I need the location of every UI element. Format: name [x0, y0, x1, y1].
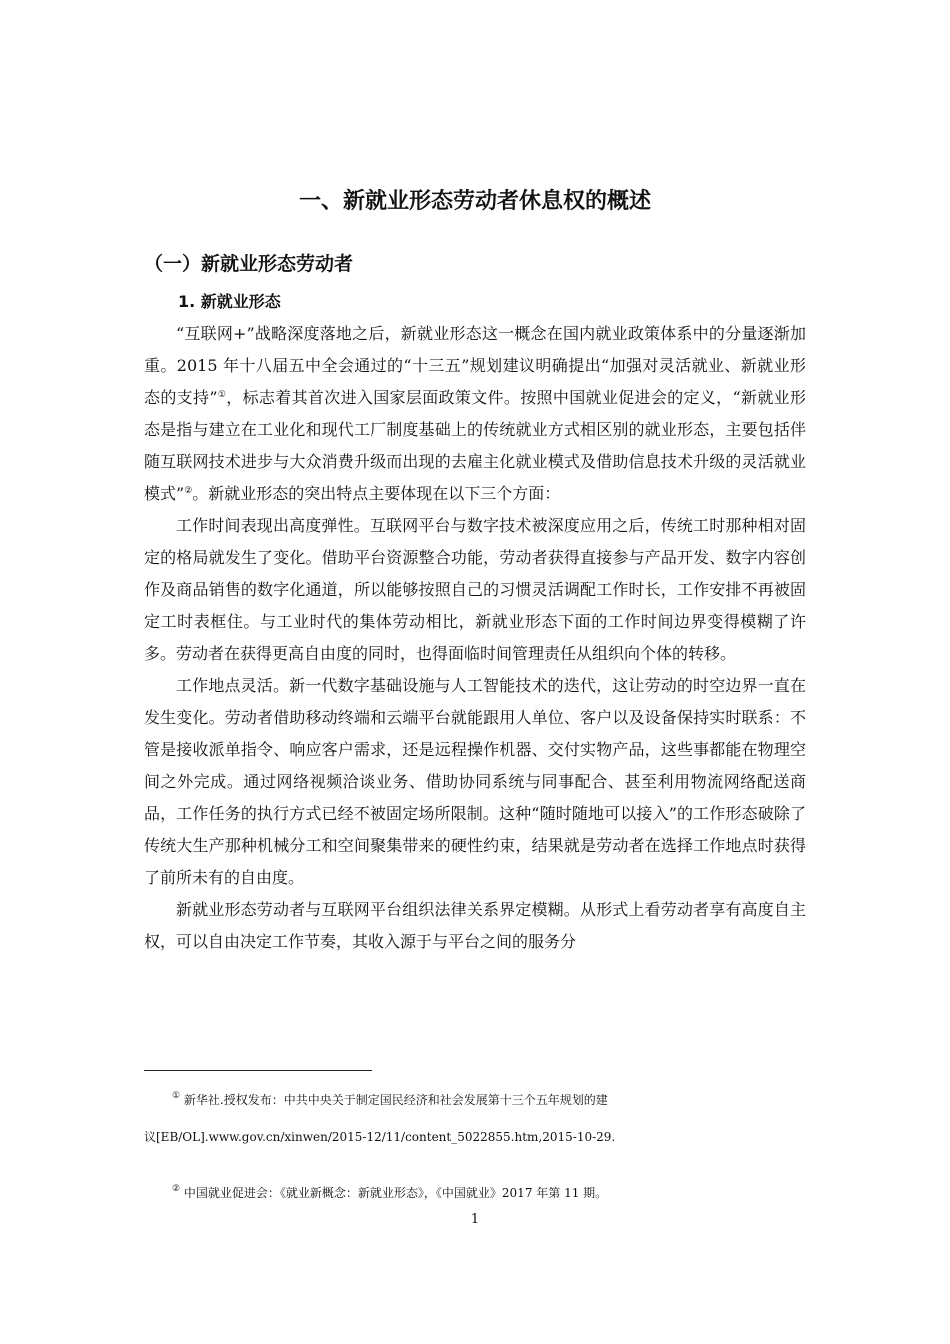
- paragraph-intro-text-a: “互联网+”战略深度落地之后，新就业形态这一概念在国内就业政策体系中的分量逐渐加重。2015 年十八届五中全会通过的“十三五”规划建议明确提出“加强对灵活就业、新就业形态的支持”: [144, 324, 806, 407]
- paragraph-intro-text-c: 。新就业形态的突出特点主要体现在以下三个方面：: [192, 484, 561, 503]
- footnote-ref-2[interactable]: ②: [184, 486, 193, 496]
- paragraph-work-place: 工作地点灵活。新一代数字基础设施与人工智能技术的迭代，这让劳动的时空边界一直在发生变化。劳动者借助移动终端和云端平台就能跟用人单位、客户以及设备保持实时联系：不管是接收派单指令、响应客户需求，还是远程操作机器、交付实物产品，这些事都能在物理空间之外完成。通过网络视频洽谈业务、借助协同系统与同事配合、甚至利用物流网络配送商品，工作任务的执行方式已经不被固定场所限制。这种“随时随地可以接入”的工作形态破除了传统大生产那种机械分工和空间聚集带来的硬性约束，结果就是劳动者在选择工作地点时获得了前所未有的自由度。: [144, 676, 806, 887]
- subsection-heading: 1. 新就业形态: [178, 292, 281, 311]
- footnote-1: [144, 1082, 806, 1156]
- paragraph-intro: [144, 318, 806, 510]
- body-text: [144, 318, 806, 958]
- footnote-1-text-line2: 议[EB/OL].www.gov.cn/xinwen/2015-12/11/content_5022855.htm,2015-10-29.: [144, 1130, 616, 1144]
- paragraph-intro-text-b: ，标志着其首次进入国家层面政策文件。按照中国就业促进会的定义，“新就业形态是指与建立在工业化和现代工厂制度基础上的传统就业方式相区别的就业形态，主要包括伴随互联网技术进步与大众消费升级而出现的去雇主化就业模式及借助信息技术升级的灵活就业模式”: [144, 388, 806, 503]
- footnote-2: [144, 1175, 806, 1212]
- footnote-2-text: 中国就业促进会：《就业新概念：新就业形态》，《中国就业》2017 年第 11 期。: [183, 1186, 608, 1200]
- footnote-ref-1[interactable]: ①: [217, 390, 227, 400]
- footnote-1-text-line1: 新华社.授权发布：中共中央关于制定国民经济和社会发展第十三个五年规划的建: [183, 1093, 608, 1107]
- footnote-separator: [144, 1070, 372, 1071]
- paragraph-legal-relation: 新就业形态劳动者与互联网平台组织法律关系界定模糊。从形式上看劳动者享有高度自主权，可以自由决定工作节奏，其收入源于与平台之间的服务分: [144, 900, 806, 951]
- page-number: 1: [470, 1212, 480, 1227]
- paragraph-work-time: 工作时间表现出高度弹性。互联网平台与数字技术被深度应用之后，传统工时那种相对固定的格局就发生了变化。借助平台资源整合功能，劳动者获得直接参与产品开发、数字内容创作及商品销售的数字化通道，所以能够按照自己的习惯灵活调配工作时长，工作安排不再被固定工时表框住。与工业时代的集体劳动相比，新就业形态下面的工作时间边界变得模糊了许多。劳动者在获得更高自由度的同时，也得面临时间管理责任从组织向个体的转移。: [144, 516, 806, 663]
- chapter-title: 一、新就业形态劳动者休息权的概述: [298, 189, 651, 214]
- footnote-1-mark: ①: [172, 1091, 181, 1101]
- footnote-2-mark: ②: [172, 1184, 181, 1194]
- section-heading: （一）新就业形态劳动者: [144, 253, 354, 275]
